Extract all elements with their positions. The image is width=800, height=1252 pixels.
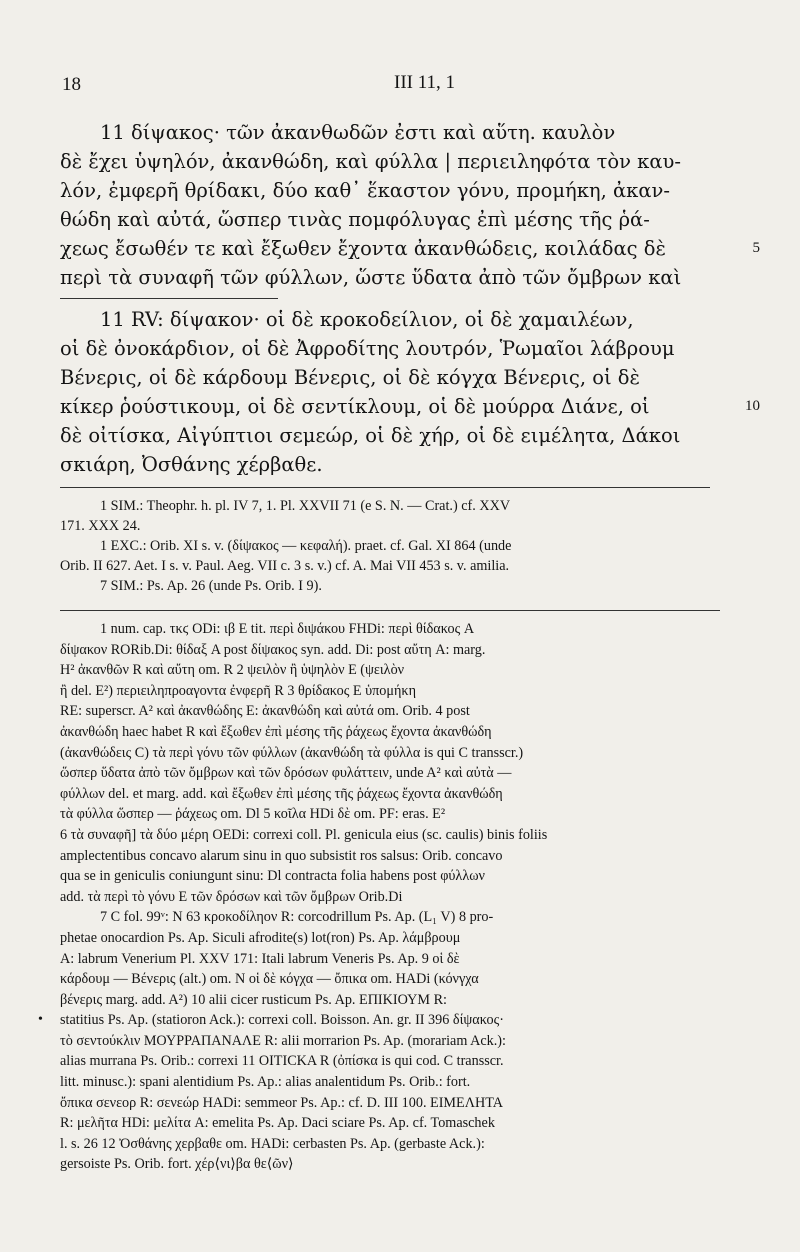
critical-apparatus xyxy=(38,619,730,1175)
apparatus-line: δίψακον RORib.Di: θίδαξ A post δίψακος syn. add. Di: post αὔτη A: marg. xyxy=(60,641,486,658)
apparatus-line: gersoiste Ps. Orib. fort. χέρ⟨νι⟩βα θε⟨ῶν⟩ xyxy=(60,1156,294,1173)
apparatus-line: A: labrum Venerium Pl. XXV 171: Itali labrum Veneris Ps. Ap. 9 οἱ δὲ xyxy=(60,950,460,967)
apparatus-line: RE: superscr. A² καὶ ἀκανθώδης E: ἀκανθώδη καὶ αὐτά om. Orib. 4 post xyxy=(60,703,470,720)
source-line: 1 EXC.: Orib. XI s. v. (δίψακος — κεφαλή). praet. cf. Gal. XI 864 (unde xyxy=(100,538,512,554)
text-line: περὶ τὰ συναφῆ τῶν φύλλων, ὥστε ὕδατα ἀπὸ τῶν ὄμβρων καὶ xyxy=(60,266,682,289)
apparatus-line: κάρδουμ — Βένερις (alt.) om. N οἱ δὲ κόγχα — ὄπικα om. HADi (κόνγχα xyxy=(60,971,479,988)
rv-paragraph xyxy=(60,305,760,479)
apparatus-line: τὰ φύλλα ὥσπερ — ῥάχεως om. Dl 5 κοῖλα HDi δὲ om. PF: eras. E² xyxy=(60,806,446,823)
sources-block xyxy=(60,496,720,596)
divider xyxy=(60,298,278,299)
divider xyxy=(60,487,710,488)
apparatus-line-with-bullet xyxy=(38,1010,730,1031)
line-number: 10 xyxy=(745,398,760,414)
main-text xyxy=(38,118,760,1175)
text-line: δὲ οἰτίσκα, Αἰγύπτιοι σεμεώρ, οἱ δὲ χήρ, οἱ δὲ ειμέλητα, Δάκοι xyxy=(60,424,681,447)
apparatus-line: alias murrana Ps. Orib.: correxi 11 ΟΙΤΙCΚΑ R (ὀπίσκα is qui cod. C transscr. xyxy=(60,1053,504,1070)
page-number: 18 xyxy=(62,74,81,95)
line-number: 5 xyxy=(752,240,760,256)
text-line: οἱ δὲ ὀνοκάρδιον, οἱ δὲ Ἀφροδίτης λουτρόν, Ῥωμαῖοι λάβρουμ xyxy=(60,337,675,360)
source-line: 7 SIM.: Ps. Ap. 26 (unde Ps. Orib. I 9). xyxy=(100,578,322,594)
text-line-with-number xyxy=(60,234,760,263)
apparatus-line: ὄπικα σενεορ R: σενεώρ HADi: semmeor Ps. Ap.: cf. D. III 100. ΕΙΜΕΛΗΤΑ xyxy=(60,1094,504,1111)
apparatus-line: τὸ σεντούκλιν ΜΟΥΡΡΑΠΑΝΑΛΕ R: alii morrarion Ps. Ap. (morariam Ack.): xyxy=(60,1032,506,1049)
text-line: 11 RV: δίψακον· οἱ δὲ κροκοδείλιον, οἱ δὲ χαμαιλέων, xyxy=(100,308,634,331)
section-reference: III 11, 1 xyxy=(394,72,456,93)
apparatus-line: 7 C fol. 99ᵛ: N 63 κροκοδίληον R: corcodrillum Ps. Ap. (L₁ V) 8 pro- xyxy=(100,909,494,926)
text-line: σκιάρη, Ὀσθάνης χέρβαθε. xyxy=(60,453,323,476)
text-line: χεως ἔσωθέν τε καὶ ἔξωθεν ἔχοντα ἀκανθώδεις, κοιλάδας δὲ xyxy=(60,237,666,260)
source-line: 171. XXX 24. xyxy=(60,518,141,534)
text-line: θώδη καὶ αὐτά, ὥσπερ τινὰς πομφόλυγας ἐπὶ μέσης τῆς ῥά- xyxy=(60,208,650,231)
apparatus-line: qua se in geniculis coniungunt sinu: Dl contracta folia habens post φύλλων xyxy=(60,868,485,885)
main-paragraph xyxy=(60,118,760,292)
apparatus-line: (ἀκανθώδεις C) τὰ περὶ γόνυ τῶν φύλλων (ἀκανθώδη τὰ φύλλα is qui C transscr.) xyxy=(60,744,524,761)
text-line: κίκερ ῥούστικουμ, οἱ δὲ σεντίκλουμ, οἱ δὲ μούρρα Διάνε, οἱ xyxy=(60,395,650,418)
source-line: 1 SIM.: Theophr. h. pl. IV 7, 1. Pl. XXVII 71 (e S. N. — Crat.) cf. XXV xyxy=(100,498,511,514)
apparatus-line: l. s. 26 12 Ὀσθάνης χερβαθε om. HADi: cerbasten Ps. Ap. (gerbaste Ack.): xyxy=(60,1135,485,1152)
divider xyxy=(60,610,720,611)
apparatus-line: 1 num. cap. τκϛ ODi: ιβ E tit. περὶ διψάκου FHDi: περὶ θίδακος A xyxy=(100,621,475,637)
apparatus-line: ἢ del. E²) περιειληπροαγοντα ἐνφερῆ R 3 θρίδακος E ὑπομήκη xyxy=(60,682,416,699)
page-header xyxy=(60,60,774,100)
apparatus-line: litt. minusc.): spani alentidium Ps. Ap.: alias analentidum Ps. Orib.: fort. xyxy=(60,1074,471,1091)
apparatus-line: H² ἀκανθῶν R καὶ αὔτη om. R 2 ψειλὸν ἢ ὑψηλὸν E (ψειλὸν xyxy=(60,662,405,679)
text-line: λόν, ἐμφερῆ θρίδακι, δύο καθ᾽ ἕκαστον γόνυ, προμήκη, ἀκαν- xyxy=(60,179,670,202)
text-line-with-number xyxy=(60,392,760,421)
apparatus-line: ἀκανθώδη haec habet R καὶ ἔξωθεν ἐπὶ μέσης τῆς ῥάχεως ἔχοντα ἀκανθώδη xyxy=(60,723,492,740)
apparatus-line: amplectentibus concavo alarum sinu in quo subsistit ros salsus: Orib. concavo xyxy=(60,847,503,864)
apparatus-line: φύλλων del. et marg. add. καὶ ἔξωθεν ἐπὶ μέσης τῆς ῥάχεως ἔχοντα ἀκανθώδη xyxy=(60,785,503,802)
apparatus-line: phetae onocardion Ps. Ap. Siculi afrodite(s) lot(ron) Ps. Ap. λάμβρουμ xyxy=(60,929,461,946)
apparatus-line: R: μελῆτα HDi: μελίτα A: emelita Ps. Ap. Daci sciare Ps. Ap. cf. Tomaschek xyxy=(60,1115,495,1132)
apparatus-line: 6 τὰ συναφῆ] τὰ δύο μέρη OEDi: correxi coll. Pl. genicula eius (sc. caulis) binis foliis xyxy=(60,826,548,843)
bullet-mark: • xyxy=(38,1012,43,1028)
apparatus-line: statitius Ps. Ap. (statioron Ack.): correxi coll. Boisson. An. gr. II 396 δίψακος· xyxy=(60,1012,504,1029)
text-line: δὲ ἔχει ὑψηλόν, ἀκανθώδη, καὶ φύλλα | περιειληφότα τὸν καυ- xyxy=(60,150,681,173)
source-line: Orib. II 627. Aet. I s. v. Paul. Aeg. VII c. 3 s. v.) cf. A. Mai VII 453 s. v. amilia. xyxy=(60,558,510,574)
apparatus-line: ὥσπερ ὕδατα ἀπὸ τῶν ὄμβρων καὶ τῶν δρόσων φυλάττειν, unde A² καὶ αὐτὰ — xyxy=(60,765,512,782)
text-line: Βένερις, οἱ δὲ κάρδουμ Βένερις, οἱ δὲ κόγχα Βένερις, οἱ δὲ xyxy=(60,366,641,389)
apparatus-line: add. τὰ περὶ τὸ γόνυ E τῶν δρόσων καὶ τῶν ὄμβρων Orib.Di xyxy=(60,888,403,905)
text-line: 11 δίψακος· τῶν ἀκανθωδῶν ἐστι καὶ αὕτη. καυλὸν xyxy=(100,121,616,144)
apparatus-line: βένερις marg. add. A²) 10 alii cicer rusticum Ps. Ap. ΕΠΙΚΙΟΥΜ R: xyxy=(60,991,447,1008)
